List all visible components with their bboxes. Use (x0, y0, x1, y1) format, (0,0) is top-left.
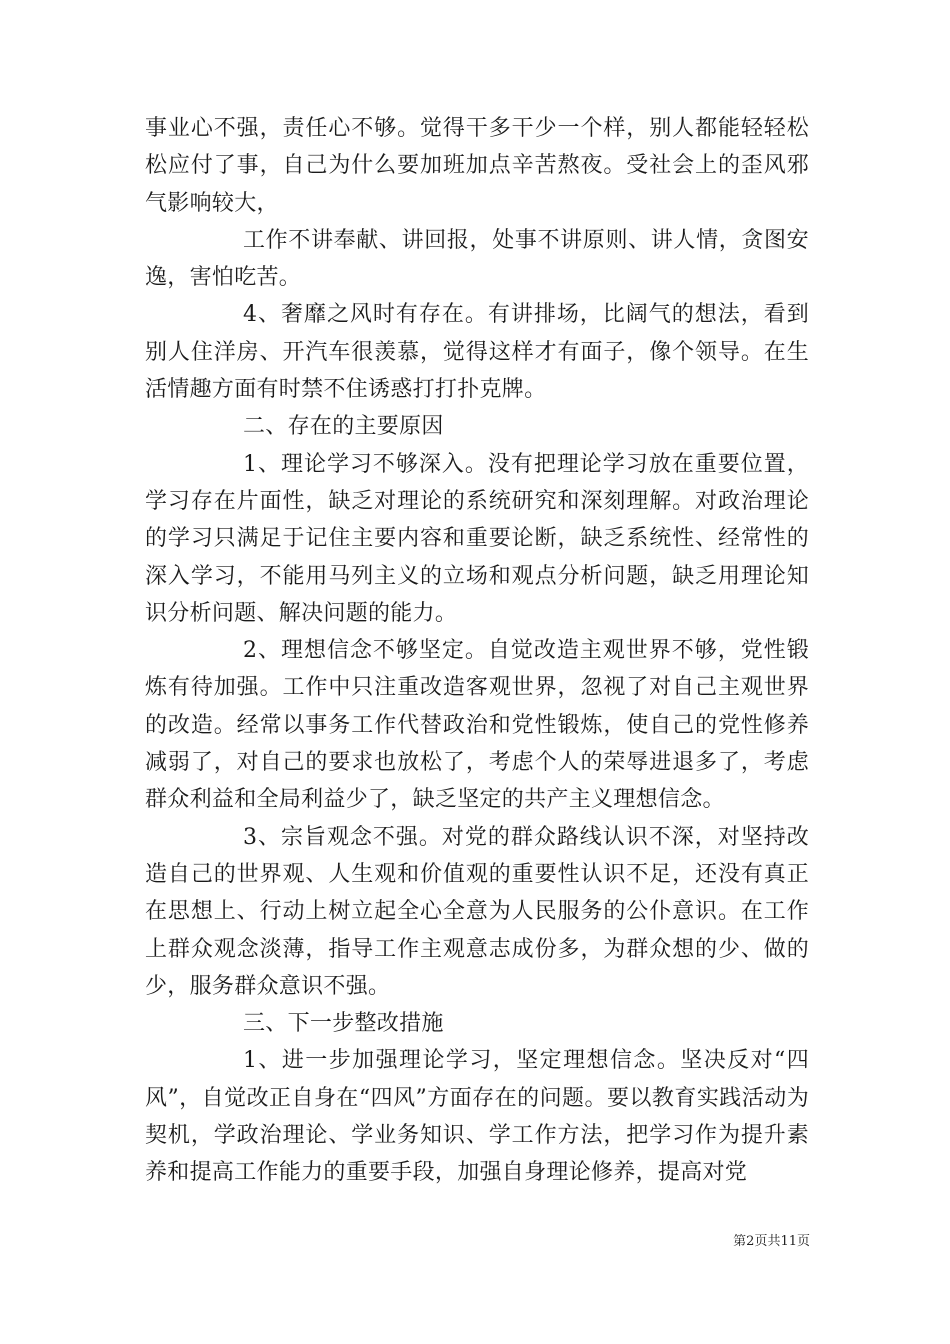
paragraph: 3、宗旨观念不强。对党的群众路线认识不深，对坚持改造自己的世界观、人生观和价值观的重要性认识不足，还没有真正在思想上、行动上树立起全心全意为人民服务的公仆意识。在工作上群众观念淡薄，指导工作主观意志成份多，为群众想的少、做的少，服务群众意识不强。 (145, 824, 809, 999)
section-heading: 二、存在的主要原因 (243, 414, 444, 440)
paragraph: 工作不讲奉献、讲回报，处事不讲原则、讲人情，贪图安逸，害怕吃苦。 (145, 227, 809, 291)
paragraph-continuation: 事业心不强，责任心不够。觉得干多干少一个样，别人都能轻轻松松应付了事，自己为什么要加班加点辛苦熬夜。受社会上的歪风邪气影响较大， (145, 116, 809, 216)
paragraph: 2、理想信念不够坚定。自觉改造主观世界不够，党性锻炼有待加强。工作中只注重改造客观世界，忽视了对自己主观世界的改造。经常以事务工作代替政治和党性锻炼，使自己的党性修养减弱了，对自己的要求也放松了，考虑个人的荣辱进退多了，考虑群众利益和全局利益少了，缺乏坚定的共产主义理想信念。 (145, 638, 809, 813)
section-heading: 三、下一步整改措施 (243, 1011, 444, 1037)
paragraph: 1、理论学习不够深入。没有把理论学习放在重要位置，学习存在片面性，缺乏对理论的系统研究和深刻理解。对政治理论的学习只满足于记住主要内容和重要论断，缺乏系统性、经常性的深入学习，不能用马列主义的立场和观点分析问题，缺乏用理论知识分析问题、解决问题的能力。 (145, 451, 809, 626)
paragraph: 4、奢靡之风时有存在。有讲排场，比阔气的想法，看到别人住洋房、开汽车很羡慕，觉得这样才有面子，像个领导。在生活情趣方面有时禁不住诱惑打打扑克牌。 (145, 302, 809, 403)
document-body (145, 110, 809, 1192)
page-number: 第2页共11页 (733, 1234, 810, 1249)
paragraph: 1、进一步加强理论学习，坚定理想信念。坚决反对“四风”，自觉改正自身在“四风”方面存在的问题。要以教育实践活动为契机，学政治理论、学业务知识、学工作方法，把学习作为提升素养和提高工作能力的重要手段，加强自身理论修养，提高对党 (145, 1048, 809, 1186)
